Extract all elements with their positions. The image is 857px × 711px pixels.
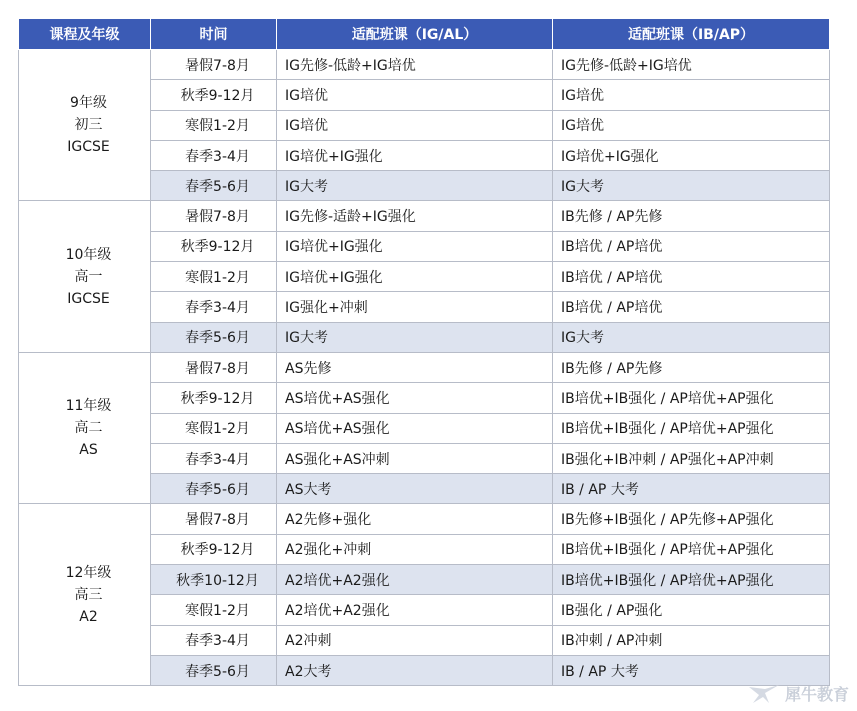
- ig-al-cell: AS大考: [277, 474, 553, 504]
- grade-line: 10年级: [65, 246, 112, 263]
- ib-ap-cell: IB培优 / AP培优: [553, 262, 830, 292]
- grade-line: 初三: [74, 117, 103, 134]
- ib-ap-cell: IG大考: [553, 322, 830, 352]
- ig-al-cell: IG培优: [277, 110, 553, 140]
- ig-al-cell: IG先修-低龄+IG培优: [277, 50, 553, 80]
- grade-line: IGCSE: [67, 290, 110, 307]
- grade-line: IGCSE: [67, 139, 110, 156]
- header-ig-al: 适配班课（IG/AL）: [277, 19, 553, 50]
- time-cell: 寒假1-2月: [151, 262, 277, 292]
- header-ib-ap: 适配班课（IB/AP）: [553, 19, 830, 50]
- ib-ap-cell: IG先修-低龄+IG培优: [553, 50, 830, 80]
- time-cell: 春季3-4月: [151, 443, 277, 473]
- time-cell: 秋季9-12月: [151, 383, 277, 413]
- ib-ap-cell: IB培优+IB强化 / AP培优+AP强化: [553, 383, 830, 413]
- time-cell: 春季5-6月: [151, 171, 277, 201]
- table-row: [19, 201, 830, 231]
- time-cell: 春季5-6月: [151, 655, 277, 685]
- time-cell: 秋季9-12月: [151, 80, 277, 110]
- time-cell: 寒假1-2月: [151, 110, 277, 140]
- ib-ap-cell: IB先修+IB强化 / AP先修+AP强化: [553, 504, 830, 534]
- ig-al-cell: IG培优+IG强化: [277, 262, 553, 292]
- table-row: [19, 352, 830, 382]
- ib-ap-cell: IB强化+IB冲刺 / AP强化+AP冲刺: [553, 443, 830, 473]
- watermark: [747, 682, 849, 705]
- ig-al-cell: A2培优+A2强化: [277, 565, 553, 595]
- ib-ap-cell: IG培优: [553, 80, 830, 110]
- ig-al-cell: IG大考: [277, 322, 553, 352]
- ib-ap-cell: IG大考: [553, 171, 830, 201]
- ib-ap-cell: IB培优 / AP培优: [553, 292, 830, 322]
- ig-al-cell: AS培优+AS强化: [277, 383, 553, 413]
- ib-ap-cell: IG培优: [553, 110, 830, 140]
- ig-al-cell: AS培优+AS强化: [277, 413, 553, 443]
- ig-al-cell: IG培优: [277, 80, 553, 110]
- ig-al-cell: IG先修-适龄+IG强化: [277, 201, 553, 231]
- watermark-text: 犀牛教育: [784, 685, 849, 704]
- time-cell: 春季3-4月: [151, 625, 277, 655]
- grade-line: 11年级: [65, 398, 112, 415]
- ib-ap-cell: IB培优 / AP培优: [553, 231, 830, 261]
- table-body: [19, 50, 830, 686]
- ig-al-cell: IG大考: [277, 171, 553, 201]
- grade-cell: [19, 50, 151, 201]
- ib-ap-cell: IB培优+IB强化 / AP培优+AP强化: [553, 534, 830, 564]
- ig-al-cell: A2强化+冲刺: [277, 534, 553, 564]
- time-cell: 春季5-6月: [151, 474, 277, 504]
- time-cell: 春季5-6月: [151, 322, 277, 352]
- ig-al-cell: A2冲刺: [277, 625, 553, 655]
- time-cell: 秋季10-12月: [151, 565, 277, 595]
- course-schedule-table: [18, 18, 830, 686]
- time-cell: 春季3-4月: [151, 140, 277, 170]
- ig-al-cell: IG强化+冲刺: [277, 292, 553, 322]
- header-row: [19, 19, 830, 50]
- grade-line: 12年级: [65, 564, 112, 581]
- time-cell: 暑假7-8月: [151, 352, 277, 382]
- ig-al-cell: AS先修: [277, 352, 553, 382]
- grade-cell: [19, 352, 151, 503]
- ib-ap-cell: IB培优+IB强化 / AP培优+AP强化: [553, 413, 830, 443]
- time-cell: 寒假1-2月: [151, 595, 277, 625]
- header-grade: 课程及年级: [19, 19, 151, 50]
- rhino-logo-icon: [747, 683, 781, 705]
- ib-ap-cell: IB强化 / AP强化: [553, 595, 830, 625]
- grade-line: 高三: [74, 586, 103, 603]
- ib-ap-cell: IB / AP 大考: [553, 474, 830, 504]
- ig-al-cell: IG培优+IG强化: [277, 140, 553, 170]
- header-time: 时间: [151, 19, 277, 50]
- grade-line: 9年级: [70, 95, 107, 112]
- ib-ap-cell: IB先修 / AP先修: [553, 352, 830, 382]
- time-cell: 寒假1-2月: [151, 413, 277, 443]
- ig-al-cell: A2先修+强化: [277, 504, 553, 534]
- grade-line: AS: [79, 442, 98, 459]
- time-cell: 秋季9-12月: [151, 534, 277, 564]
- ig-al-cell: A2大考: [277, 655, 553, 685]
- ig-al-cell: AS强化+AS冲刺: [277, 443, 553, 473]
- ig-al-cell: A2培优+A2强化: [277, 595, 553, 625]
- table-row: [19, 504, 830, 534]
- ib-ap-cell: IB培优+IB强化 / AP培优+AP强化: [553, 565, 830, 595]
- grade-line: 高一: [74, 268, 103, 285]
- ib-ap-cell: IB / AP 大考: [553, 655, 830, 685]
- time-cell: 暑假7-8月: [151, 504, 277, 534]
- ib-ap-cell: IG培优+IG强化: [553, 140, 830, 170]
- grade-cell: [19, 201, 151, 352]
- time-cell: 秋季9-12月: [151, 231, 277, 261]
- grade-line: 高二: [74, 420, 103, 437]
- ib-ap-cell: IB先修 / AP先修: [553, 201, 830, 231]
- time-cell: 春季3-4月: [151, 292, 277, 322]
- ib-ap-cell: IB冲刺 / AP冲刺: [553, 625, 830, 655]
- grade-line: A2: [79, 608, 98, 625]
- grade-cell: [19, 504, 151, 686]
- ig-al-cell: IG培优+IG强化: [277, 231, 553, 261]
- table-row: [19, 50, 830, 80]
- time-cell: 暑假7-8月: [151, 201, 277, 231]
- time-cell: 暑假7-8月: [151, 50, 277, 80]
